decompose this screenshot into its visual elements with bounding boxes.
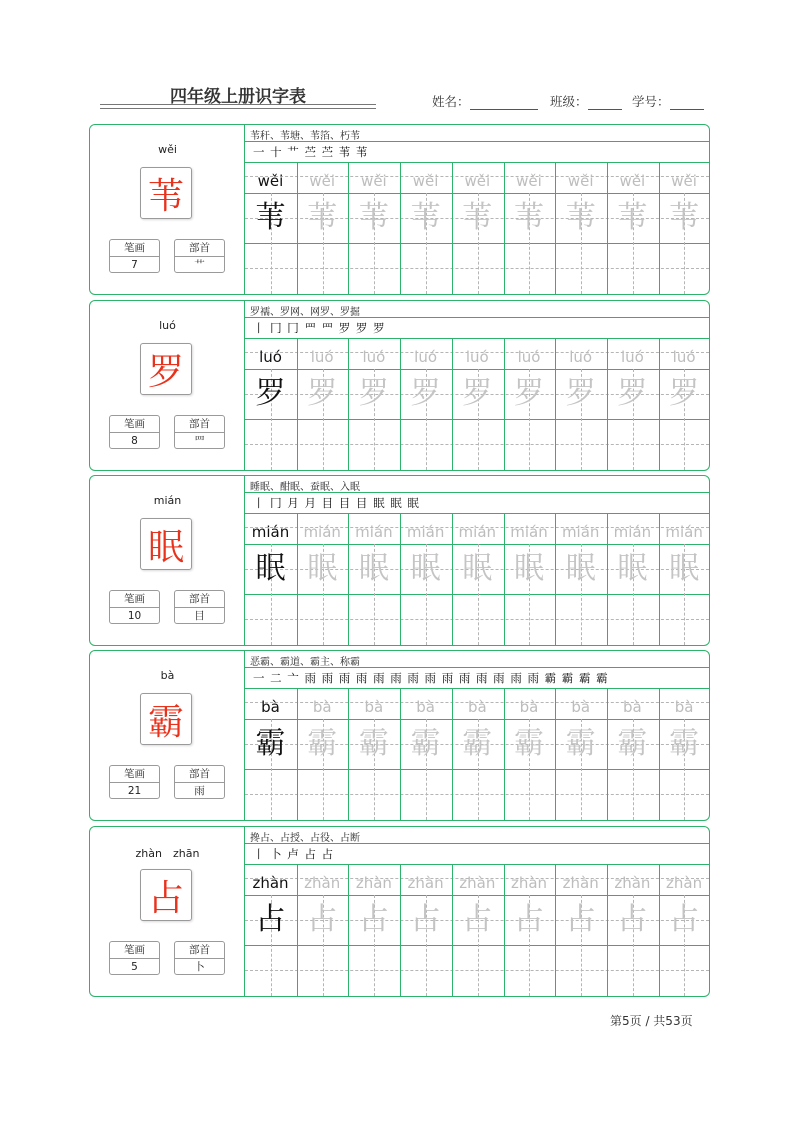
practice-char[interactable]: 眠 xyxy=(255,551,286,586)
stroke-count-box xyxy=(109,415,160,449)
practice-grid xyxy=(245,301,709,470)
pinyin: luó xyxy=(159,319,176,332)
stroke-order: 丨 冂 月 月 目 目 目 眠 眠 眠 xyxy=(253,496,420,510)
practice-char[interactable]: 占 xyxy=(514,902,544,937)
practice-pinyin: bà xyxy=(571,698,591,716)
practice-char[interactable]: 霸 xyxy=(307,726,338,761)
stroke-count-label: 笔画 xyxy=(110,942,159,959)
practice-char[interactable]: 眠 xyxy=(617,551,648,586)
practice-char[interactable]: 罗 xyxy=(255,376,286,411)
practice-pinyin: bà xyxy=(519,698,539,716)
radical-box xyxy=(174,239,225,273)
practice-char[interactable]: 占 xyxy=(255,902,286,937)
page-title: 四年级上册识字表 xyxy=(170,87,306,107)
practice-char[interactable]: 眠 xyxy=(410,551,441,586)
practice-pinyin: luó xyxy=(569,348,593,366)
practice-char[interactable]: 苇 xyxy=(255,200,286,235)
practice-pinyin: mián xyxy=(458,523,497,541)
practice-char[interactable]: 苇 xyxy=(358,200,389,235)
stroke-count-box xyxy=(109,765,160,799)
practice-pinyin: luó xyxy=(362,348,386,366)
practice-char[interactable]: 罗 xyxy=(565,376,596,411)
practice-pinyin: mián xyxy=(665,523,703,541)
practice-pinyin: wěi xyxy=(309,172,336,190)
practice-char[interactable]: 眠 xyxy=(307,551,338,586)
practice-pinyin: wěi xyxy=(412,172,439,190)
name-field[interactable] xyxy=(432,92,538,110)
char-info-panel xyxy=(90,827,245,996)
radical-label: 部首 xyxy=(175,766,224,783)
practice-char[interactable]: 苇 xyxy=(514,200,544,235)
practice-char[interactable]: 占 xyxy=(307,902,338,937)
pinyin: zhàn zhān xyxy=(135,847,200,860)
practice-pinyin: zhàn xyxy=(614,874,651,892)
practice-char[interactable]: 苇 xyxy=(669,200,700,235)
practice-char[interactable]: 罗 xyxy=(514,376,544,411)
char-display: 苇 xyxy=(140,167,192,219)
practice-pinyin: luó xyxy=(465,348,489,366)
class-field[interactable] xyxy=(550,92,622,110)
practice-pinyin: wěi xyxy=(516,172,542,190)
radical-value: 目 xyxy=(194,610,205,622)
name-blank[interactable] xyxy=(470,96,538,110)
practice-pinyin: luó xyxy=(672,348,696,366)
pinyin: bà xyxy=(160,669,175,682)
grid-line xyxy=(245,492,709,493)
stroke-count-box xyxy=(109,941,160,975)
page-number: 第5页 / 共53页 xyxy=(610,1014,693,1028)
practice-char[interactable]: 占 xyxy=(617,902,648,937)
practice-pinyin: bà xyxy=(416,698,435,716)
stroke-order: 一 十 艹 苎 苎 苇 苇 xyxy=(253,145,369,159)
radical-value: 艹 xyxy=(194,259,205,271)
char-display: 占 xyxy=(140,869,192,921)
stroke-order: 丨 冂 冂 罒 罒 罗 罗 罗 xyxy=(253,321,386,335)
pinyin: wěi xyxy=(158,143,177,156)
stroke-count-value: 21 xyxy=(127,785,142,797)
char-info-panel xyxy=(90,476,245,645)
example-words: 苇秆、苇塘、苇箔、朽苇 xyxy=(250,131,360,142)
stroke-order: 丨 卜 卢 占 占 xyxy=(253,847,335,861)
practice-pinyin: zhàn xyxy=(459,874,496,892)
radical-value: 罒 xyxy=(194,435,205,447)
char-info-panel xyxy=(90,125,245,294)
title-underline xyxy=(100,104,376,105)
practice-char[interactable]: 罗 xyxy=(358,376,389,411)
practice-char[interactable]: 占 xyxy=(565,902,596,937)
practice-pinyin: mián xyxy=(355,523,393,541)
example-words: 罗襦、罗网、网罗、罗掘 xyxy=(250,307,360,318)
id-label: 学号： xyxy=(632,94,670,109)
radical-box xyxy=(174,415,225,449)
grid-line xyxy=(245,338,709,339)
practice-char[interactable]: 占 xyxy=(462,902,493,937)
radical-label: 部首 xyxy=(175,416,224,433)
practice-char[interactable]: 苇 xyxy=(462,200,493,235)
class-blank[interactable] xyxy=(588,96,622,110)
practice-pinyin: wěi xyxy=(361,172,387,190)
practice-pinyin: bà xyxy=(312,698,332,716)
practice-char[interactable]: 苇 xyxy=(565,200,596,235)
practice-char[interactable]: 占 xyxy=(410,902,441,937)
practice-pinyin: zhàn xyxy=(666,874,703,892)
stroke-count-value: 7 xyxy=(131,259,138,271)
char-display: 霸 xyxy=(140,693,192,745)
practice-char[interactable]: 占 xyxy=(669,902,700,937)
radical-value: 雨 xyxy=(194,785,205,797)
char-display: 罗 xyxy=(140,343,192,395)
radical-box xyxy=(174,765,225,799)
practice-pinyin: luó xyxy=(310,348,334,366)
practice-char[interactable]: 罗 xyxy=(462,376,493,411)
practice-pinyin: wěi xyxy=(464,172,491,190)
practice-char[interactable]: 眠 xyxy=(514,551,544,586)
grid-line xyxy=(245,141,709,142)
example-words: 搀占、占授、占役、占断 xyxy=(250,833,360,844)
radical-label: 部首 xyxy=(175,942,224,959)
stroke-count-label: 笔画 xyxy=(110,240,159,257)
stroke-count-value: 5 xyxy=(131,961,138,973)
practice-pinyin: mián xyxy=(613,523,652,541)
stroke-count-value: 8 xyxy=(131,435,138,447)
grid-line xyxy=(245,162,709,163)
practice-pinyin: bà xyxy=(364,698,384,716)
stroke-count-label: 笔画 xyxy=(110,591,159,608)
grid-line xyxy=(245,843,709,844)
practice-pinyin: mián xyxy=(561,523,600,541)
practice-pinyin: bà xyxy=(467,698,487,716)
practice-pinyin: mián xyxy=(510,523,548,541)
stroke-count-box xyxy=(109,590,160,624)
class-label: 班级： xyxy=(550,94,588,109)
practice-pinyin: luó xyxy=(259,348,282,366)
practice-char[interactable]: 苇 xyxy=(617,200,648,235)
practice-pinyin: bà xyxy=(623,698,642,716)
practice-char[interactable]: 霸 xyxy=(255,726,286,761)
practice-char[interactable]: 霸 xyxy=(565,726,596,761)
practice-char[interactable]: 霸 xyxy=(514,726,544,761)
radical-box xyxy=(174,590,225,624)
practice-pinyin: wěi xyxy=(671,172,697,190)
practice-char[interactable]: 霸 xyxy=(358,726,389,761)
stroke-count-value: 10 xyxy=(127,610,142,622)
practice-char[interactable]: 眠 xyxy=(462,551,493,586)
practice-char[interactable]: 眠 xyxy=(669,551,700,586)
practice-char[interactable]: 霸 xyxy=(669,726,700,761)
radical-box xyxy=(174,941,225,975)
stroke-order: 一 二 亠 雨 雨 雨 雨 雨 雨 雨 雨 雨 雨 雨 雨 雨 雨 霸 霸 霸 霸 xyxy=(253,671,609,685)
char-card xyxy=(89,650,710,821)
practice-char[interactable]: 罗 xyxy=(307,376,338,411)
practice-char[interactable]: 苇 xyxy=(410,200,441,235)
practice-pinyin: bà xyxy=(674,698,694,716)
radical-value: 卜 xyxy=(194,961,205,973)
practice-pinyin: wěi xyxy=(619,172,646,190)
practice-grid xyxy=(245,125,709,294)
practice-char[interactable]: 罗 xyxy=(617,376,648,411)
practice-pinyin: zhàn xyxy=(355,874,392,892)
practice-char[interactable]: 霸 xyxy=(410,726,441,761)
practice-char[interactable]: 霸 xyxy=(462,726,493,761)
practice-char[interactable]: 罗 xyxy=(669,376,700,411)
example-words: 睡眠、酣眠、蚕眠、入眠 xyxy=(250,482,360,493)
grid-line xyxy=(245,513,709,514)
stroke-count-box xyxy=(109,239,160,273)
practice-pinyin: zhàn xyxy=(252,874,289,892)
name-label: 姓名： xyxy=(432,94,470,109)
practice-pinyin: mián xyxy=(251,523,290,541)
char-card xyxy=(89,124,710,295)
stroke-count-label: 笔画 xyxy=(110,416,159,433)
char-card xyxy=(89,475,710,646)
practice-pinyin: mián xyxy=(303,523,341,541)
grid-line xyxy=(245,667,709,668)
char-info-panel xyxy=(90,651,245,820)
char-card xyxy=(89,826,710,997)
practice-pinyin: zhàn xyxy=(407,874,444,892)
practice-grid xyxy=(245,476,709,645)
practice-pinyin: luó xyxy=(517,348,541,366)
title-underline xyxy=(100,108,376,109)
practice-pinyin: wěi xyxy=(257,172,284,190)
practice-char[interactable]: 眠 xyxy=(565,551,596,586)
pinyin: mián xyxy=(153,494,182,507)
practice-grid xyxy=(245,827,709,996)
char-info-panel xyxy=(90,301,245,470)
grid-line xyxy=(245,688,709,689)
practice-char[interactable]: 罗 xyxy=(410,376,441,411)
id-blank[interactable] xyxy=(670,96,704,110)
char-card xyxy=(89,300,710,471)
practice-pinyin: zhàn xyxy=(510,874,548,892)
practice-char[interactable]: 眠 xyxy=(358,551,389,586)
practice-pinyin: zhàn xyxy=(304,874,341,892)
practice-pinyin: wěi xyxy=(567,172,594,190)
radical-label: 部首 xyxy=(175,240,224,257)
radical-label: 部首 xyxy=(175,591,224,608)
id-field[interactable] xyxy=(632,92,704,110)
practice-grid xyxy=(245,651,709,820)
grid-line xyxy=(245,864,709,865)
stroke-count-label: 笔画 xyxy=(110,766,159,783)
example-words: 恶霸、霸道、霸主、称霸 xyxy=(250,657,360,668)
practice-pinyin: luó xyxy=(414,348,438,366)
grid-line xyxy=(245,317,709,318)
practice-pinyin: zhàn xyxy=(562,874,599,892)
practice-char[interactable]: 苇 xyxy=(307,200,338,235)
practice-pinyin: bà xyxy=(261,698,280,716)
practice-pinyin: luó xyxy=(620,348,644,366)
practice-char[interactable]: 霸 xyxy=(617,726,648,761)
practice-pinyin: mián xyxy=(406,523,445,541)
char-display: 眠 xyxy=(140,518,192,570)
practice-char[interactable]: 占 xyxy=(358,902,389,937)
